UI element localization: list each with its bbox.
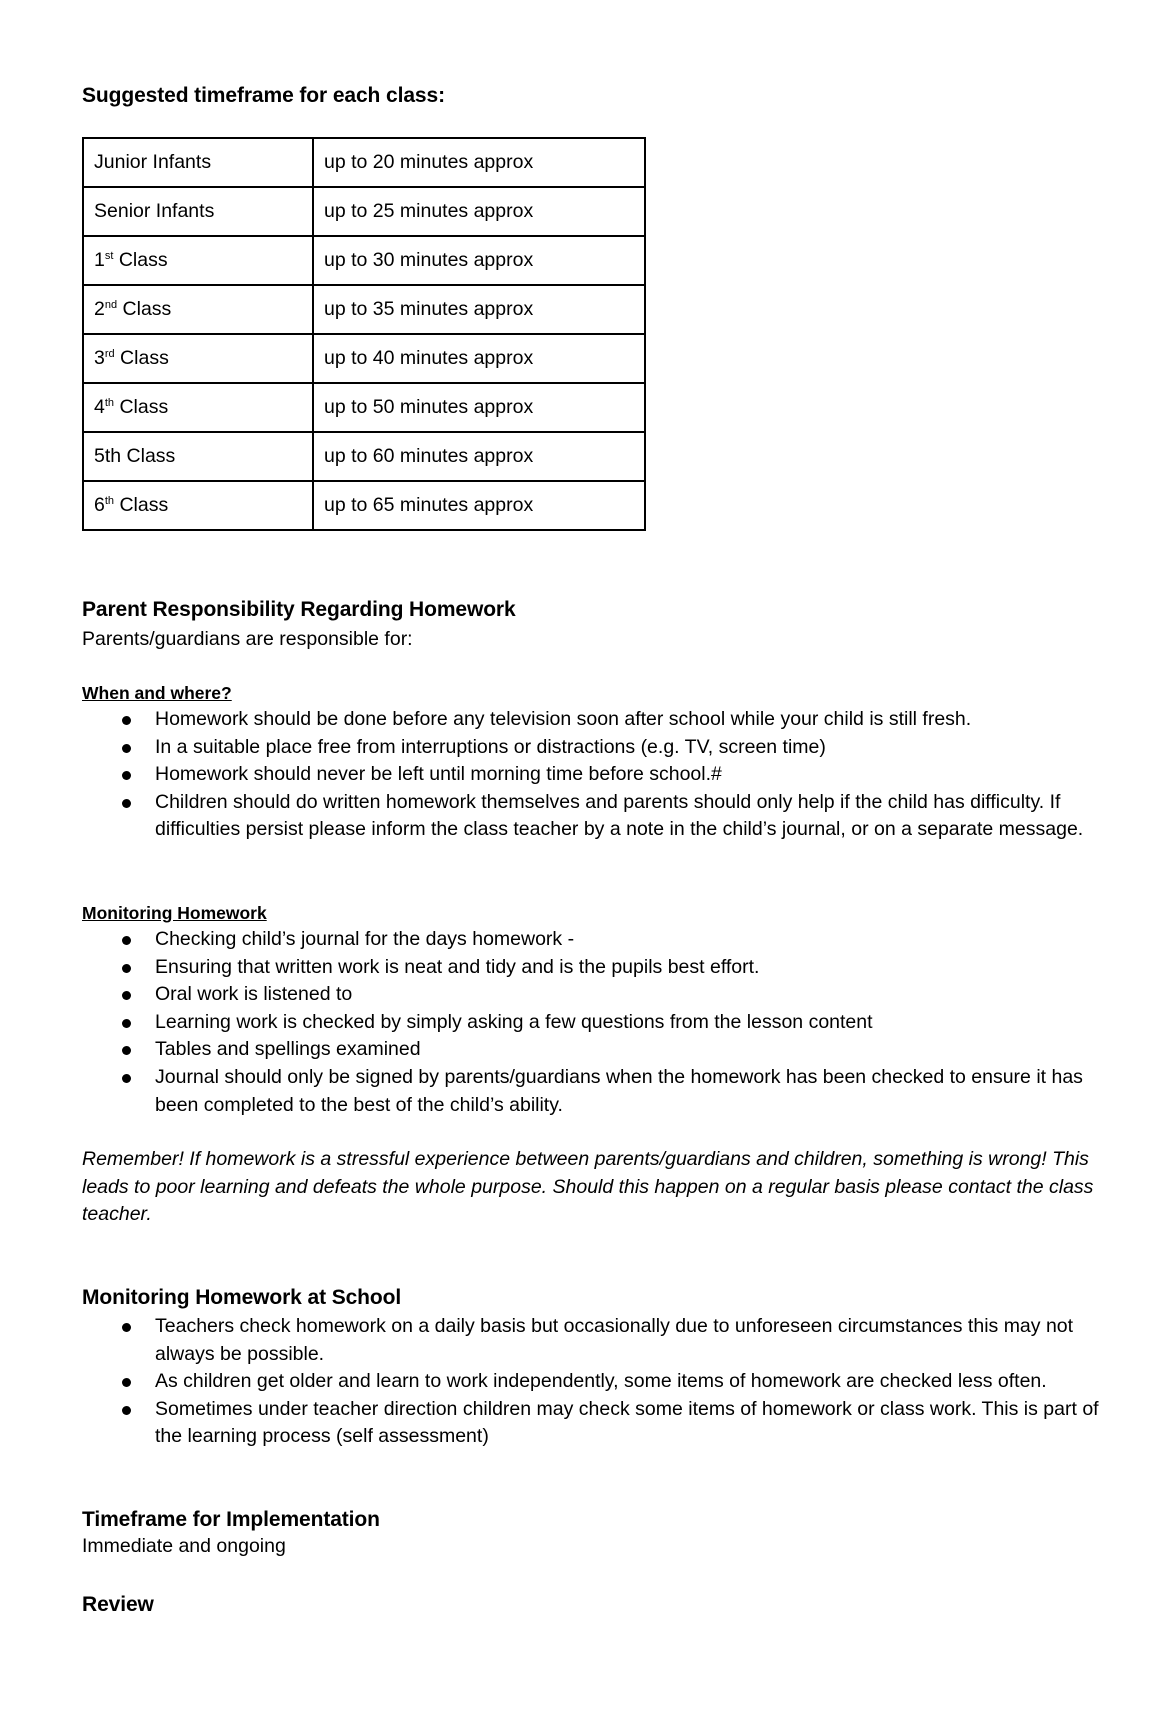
bullet-icon (122, 744, 131, 753)
bullet-icon (122, 1406, 131, 1415)
class-cell: 4th Class (83, 383, 313, 432)
bullet-icon (122, 1019, 131, 1028)
review-heading: Review (82, 1593, 154, 1616)
class-cell: 6th Class (83, 481, 313, 530)
table-row (83, 187, 645, 236)
class-cell: 3rd Class (83, 334, 313, 383)
table-row (83, 481, 645, 530)
list-item: Homework should be done before any television soon after school while your child is still fresh. (82, 706, 1112, 734)
time-cell: up to 60 minutes approx (313, 432, 645, 481)
time-cell: up to 40 minutes approx (313, 334, 645, 383)
timeframe-table (82, 137, 646, 531)
list-item: Ensuring that written work is neat and tidy and is the pupils best effort. (82, 954, 1112, 982)
time-cell: up to 50 minutes approx (313, 383, 645, 432)
table-row (83, 432, 645, 481)
table-row (83, 383, 645, 432)
bullet-icon (122, 1323, 131, 1332)
bullet-icon (122, 771, 131, 780)
reminder-paragraph: Remember! If homework is a stressful experience between parents/guardians and children, something is wrong! This leads to poor learning and defeats the whole purpose. Should this happen on a regular basis please contact the class teacher. (82, 1148, 1094, 1226)
list-item: Homework should never be left until morning time before school.# (82, 761, 1112, 789)
list-item: As children get older and learn to work independently, some items of homework are checked less often. (82, 1368, 1112, 1396)
time-cell: up to 25 minutes approx (313, 187, 645, 236)
class-cell: Junior Infants (83, 138, 313, 187)
table-row (83, 285, 645, 334)
bullet-icon (122, 799, 131, 808)
time-cell: up to 35 minutes approx (313, 285, 645, 334)
implementation-heading: Timeframe for Implementation (82, 1508, 380, 1531)
list-item: In a suitable place free from interruptions or distractions (e.g. TV, screen time) (82, 734, 1112, 762)
when-where-list (82, 706, 1112, 844)
bullet-icon (122, 716, 131, 725)
bullet-icon (122, 936, 131, 945)
list-item: Tables and spellings examined (82, 1036, 1112, 1064)
list-item: Learning work is checked by simply asking a few questions from the lesson content (82, 1009, 1112, 1037)
list-item: Children should do written homework themselves and parents should only help if the child has difficulty. If difficulties persist please inform the class teacher by a note in the child’s journal, or on a separate message. (82, 789, 1112, 844)
list-item: Oral work is listened to (82, 981, 1112, 1009)
list-item: Sometimes under teacher direction children may check some items of homework or class work. This is part of the learning process (self assessment) (82, 1396, 1112, 1451)
monitoring-at-school-heading: Monitoring Homework at School (82, 1286, 402, 1309)
monitoring-homework-subheading: Monitoring Homework (82, 903, 267, 923)
timeframe-heading: Suggested timeframe for each class: (82, 84, 445, 107)
bullet-icon (122, 1046, 131, 1055)
class-cell: 1st Class (83, 236, 313, 285)
list-item: Checking child’s journal for the days homework - (82, 926, 1112, 954)
class-cell: Senior Infants (83, 187, 313, 236)
table-row (83, 236, 645, 285)
bullet-icon (122, 1378, 131, 1387)
parent-responsibility-heading: Parent Responsibility Regarding Homework (82, 598, 516, 621)
parent-intro-text: Parents/guardians are responsible for: (82, 628, 413, 650)
time-cell: up to 65 minutes approx (313, 481, 645, 530)
when-where-subheading: When and where? (82, 683, 232, 703)
bullet-icon (122, 964, 131, 973)
table-row (83, 334, 645, 383)
list-item: Journal should only be signed by parents/guardians when the homework has been checked to ensure it has been completed to the best of the child’s ability. (82, 1064, 1112, 1119)
time-cell: up to 30 minutes approx (313, 236, 645, 285)
monitoring-homework-list (82, 926, 1112, 1119)
bullet-icon (122, 1074, 131, 1083)
class-cell: 2nd Class (83, 285, 313, 334)
time-cell: up to 20 minutes approx (313, 138, 645, 187)
bullet-icon (122, 991, 131, 1000)
implementation-text: Immediate and ongoing (82, 1535, 286, 1557)
class-cell: 5th Class (83, 432, 313, 481)
list-item: Teachers check homework on a daily basis but occasionally due to unforeseen circumstances this may not always be possible. (82, 1313, 1112, 1368)
table-row (83, 138, 645, 187)
monitoring-at-school-list (82, 1313, 1112, 1451)
